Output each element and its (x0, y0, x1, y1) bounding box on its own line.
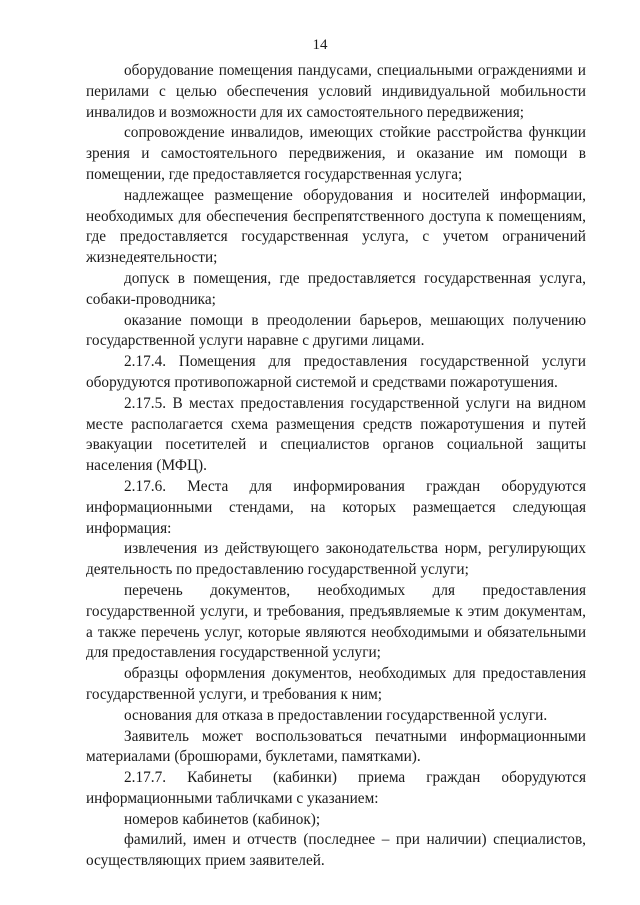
paragraph-2-17-7: 2.17.7. Кабинеты (кабинки) приема граждан оборудуются информационными табличками с указанием: (86, 769, 586, 807)
paragraph-equipment-placement: надлежащее размещение оборудования и носителей информации, необходимых для обеспечения беспрепятственного доступа к помещениям, где предоставляется государственная услуга, с учетом ограничений жизнедеятельности; (86, 186, 586, 267)
paragraph-printed-materials: Заявитель может воспользоваться печатными информационными материалами (брошюрами, буклетами, памятками). (86, 727, 586, 766)
paragraph-refusal-grounds: основания для отказа в предоставлении государственной услуги. (124, 706, 548, 724)
paragraph-specialist-names: фамилий, имен и отчеств (последнее – при наличии) специалистов, осуществляющих прием заявителей. (86, 831, 586, 870)
paragraph-barrier-help: оказание помощи в преодолении барьеров, мешающих получению государственной услуги наравне с другими лицами. (86, 311, 586, 350)
paragraph-2-17-4: 2.17.4. Помещения для предоставления государственной услуги оборудуются противопожарной системой и средствами пожаротушения. (86, 353, 586, 391)
paragraph-2-17-5: 2.17.5. В местах предоставления государственной услуги на видном месте располагается схема размещения средств пожаротушения и путей эвакуации посетителей и специалистов органов социальной защиты населения (МФЦ). (86, 394, 586, 475)
paragraph-guide-dog: допуск в помещения, где предоставляется государственная услуга, собаки-проводника; (86, 269, 586, 308)
document-body (86, 61, 586, 872)
paragraph-office-numbers: номеров кабинетов (кабинок); (124, 810, 321, 828)
paragraph-document-list: перечень документов, необходимых для предоставления государственной услуги, и требования, предъявляемые к этим документам, а также перечень услуг, которые являются необходимыми и обязательными для предоставления государственной услуги; (86, 581, 586, 662)
page-number: 14 (312, 37, 328, 53)
paragraph-document-samples: образцы оформления документов, необходимых для предоставления государственной услуги, и требования к ним; (86, 665, 586, 703)
paragraph-ramps: оборудование помещения пандусами, специальными ограждениями и перилами с целью обеспечения условий индивидуальной мобильности инвалидов и возможности для их самостоятельного передвижения; (86, 62, 586, 121)
paragraph-2-17-6: 2.17.6. Места для информирования граждан оборудуются информационными стендами, на которых размещается следующая информация: (86, 477, 586, 537)
paragraph-legislation-extracts: извлечения из действующего законодательства норм, регулирующих деятельность по предоставлению государственной услуги; (86, 540, 586, 579)
paragraph-escort: сопровождение инвалидов, имеющих стойкие расстройства функции зрения и самостоятельного передвижения, и оказание им помощи в помещении, где предоставляется государственная услуга; (86, 124, 586, 183)
